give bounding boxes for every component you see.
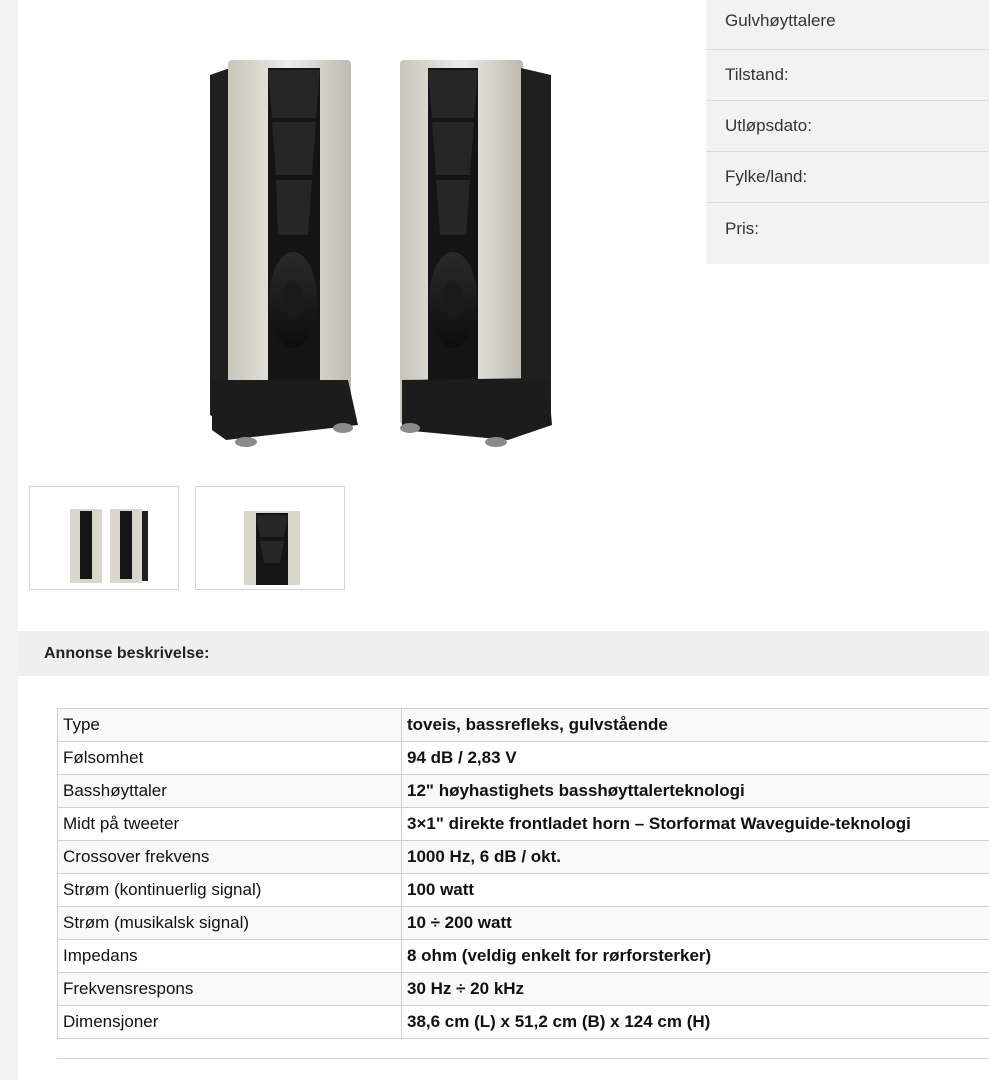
divider [57,1058,989,1059]
spec-key: Crossover frekvens [58,841,402,874]
thumbnail-speaker-front[interactable] [195,486,345,590]
spec-key: Strøm (kontinuerlig signal) [58,874,402,907]
table-row [58,808,989,841]
table-row [58,940,989,973]
table-row [58,874,989,907]
spec-value: 1000 Hz, 6 dB / okt. [402,841,989,874]
info-expiry-label: Utløpsdato: [706,101,989,152]
spec-key: Strøm (musikalsk signal) [58,907,402,940]
listing-info-panel [706,0,989,264]
table-row [58,775,989,808]
spec-value: 100 watt [402,874,989,907]
spec-value: toveis, bassrefleks, gulvstående [402,709,989,742]
table-row [58,907,989,940]
table-row [58,709,989,742]
table-row [58,742,989,775]
spec-key: Basshøyttaler [58,775,402,808]
spec-key: Følsomhet [58,742,402,775]
info-category: Gulvhøyttalere [706,0,989,50]
left-speaker-graphic [210,60,358,447]
right-speaker-graphic [400,60,552,447]
spec-value: 12" høyhastighets basshøyttalerteknologi [402,775,989,808]
spec-key: Frekvensrespons [58,973,402,1006]
spec-value: 94 dB / 2,83 V [402,742,989,775]
spec-key: Impedans [58,940,402,973]
info-region-label: Fylke/land: [706,152,989,203]
description-header: Annonse beskrivelse: [18,631,989,676]
spec-value: 38,6 cm (L) x 51,2 cm (B) x 124 cm (H) [402,1006,989,1039]
spec-key: Type [58,709,402,742]
spec-value: 8 ohm (veldig enkelt for rørforsterker) [402,940,989,973]
listing-page [18,0,989,1080]
table-row [58,1006,989,1039]
table-row [58,841,989,874]
spec-value: 10 ÷ 200 watt [402,907,989,940]
spec-value: 30 Hz ÷ 20 kHz [402,973,989,1006]
info-price-label: Pris: [725,218,759,238]
spec-key: Midt på tweeter [58,808,402,841]
info-condition-label: Tilstand: [706,50,989,101]
table-row [58,973,989,1006]
spec-value: 3×1" direkte frontladet horn – Storformat Waveguide-teknologi [402,808,989,841]
spec-key: Dimensjoner [58,1006,402,1039]
spec-table [57,708,989,1039]
thumbnail-speaker-pair[interactable] [29,486,179,590]
main-product-image[interactable] [178,40,578,460]
